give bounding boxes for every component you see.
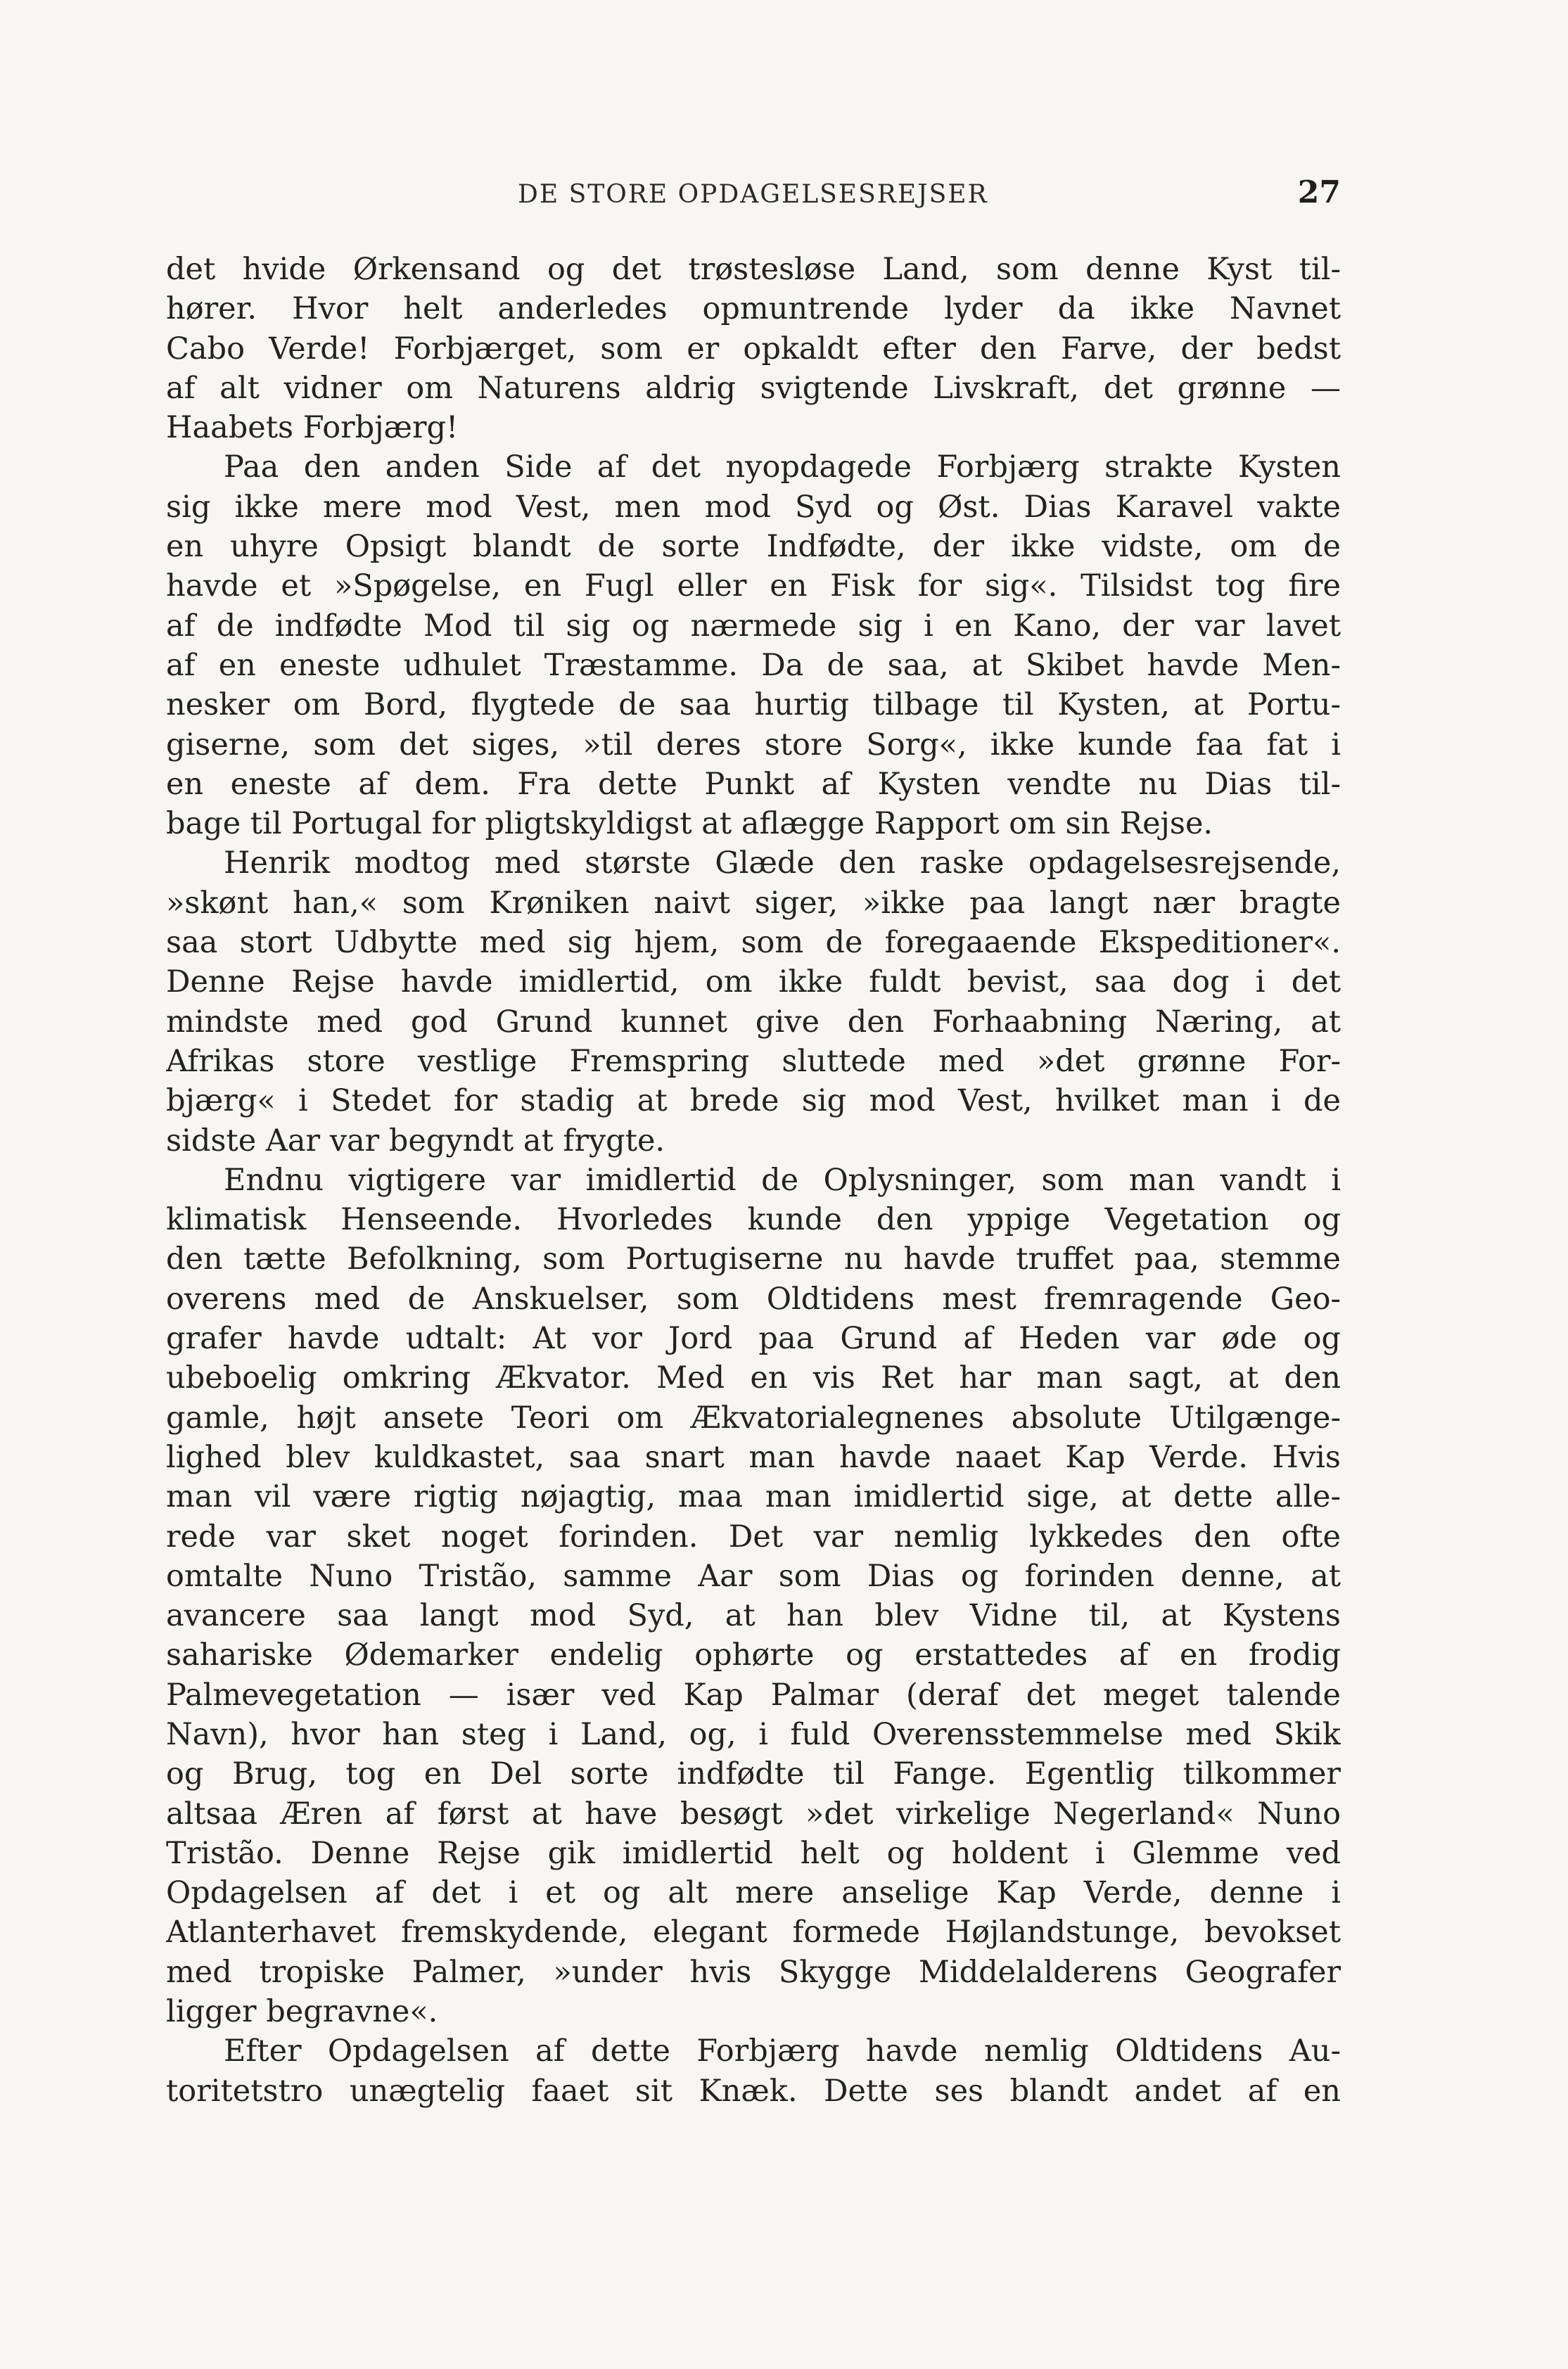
text-line: Denne Rejse havde imidlertid, om ikke fuldt bevist, saa dog i det bbox=[166, 964, 1341, 1000]
text-line: altsaa Æren af først at have besøgt »det virkelige Negerland« Nuno bbox=[166, 1796, 1341, 1832]
text-line: gamle, højt ansete Teori om Ækvatorialegnenes absolute Utilgænge- bbox=[166, 1400, 1341, 1436]
text-line: sahariske Ødemarker endelig ophørte og erstattedes af en frodig bbox=[166, 1637, 1341, 1673]
text-line: Endnu vigtigere var imidlertid de Oplysninger, som man vandt i bbox=[224, 1162, 1341, 1198]
text-line: Cabo Verde! Forbjærget, som er opkaldt efter den Farve, der bedst bbox=[166, 331, 1341, 366]
text-line: af de indfødte Mod til sig og nærmede sig i en Kano, der var lavet bbox=[166, 608, 1341, 644]
text-line: den tætte Befolkning, som Portugiserne nu havde truffet paa, stemme bbox=[166, 1241, 1341, 1277]
text-line: og Brug, tog en Del sorte indfødte til Fange. Egentlig tilkommer bbox=[166, 1756, 1341, 1792]
running-title: DE STORE OPDAGELSESREJSER bbox=[518, 180, 988, 209]
text-line: ubeboelig omkring Ækvator. Med en vis Ret har man sagt, at den bbox=[166, 1360, 1341, 1396]
page-number: 27 bbox=[1297, 174, 1341, 210]
text-line: klimatisk Henseende. Hvorledes kunde den yppige Vegetation og bbox=[166, 1202, 1341, 1238]
text-line: Efter Opdagelsen af dette Forbjærg havde nemlig Oldtidens Au- bbox=[224, 2033, 1341, 2069]
text-line: man vil være rigtig nøjagtig, maa man imidlertid sige, at dette alle- bbox=[166, 1479, 1341, 1515]
text-line: Paa den anden Side af det nyopdagede Forbjærg strakte Kysten bbox=[224, 449, 1341, 485]
text-line: »skønt han,« som Krøniken naivt siger, »ikke paa langt nær bragte bbox=[166, 885, 1341, 921]
body-text bbox=[166, 250, 1341, 2111]
text-line: Atlanterhavet fremskydende, elegant formede Højlandstunge, bevokset bbox=[166, 1915, 1341, 1950]
text-line: giserne, som det siges, »til deres store Sorg«, ikke kunde faa fat i bbox=[166, 727, 1341, 762]
text-line: saa stort Udbytte med sig hjem, som de foregaaende Ekspeditioner«. bbox=[166, 925, 1341, 961]
text-line: ligger begravne«. bbox=[166, 1994, 438, 2030]
text-line: avancere saa langt mod Syd, at han blev Vidne til, at Kystens bbox=[166, 1598, 1341, 1634]
text-line: havde et »Spøgelse, en Fugl eller en Fisk for sig«. Tilsidst tog fire bbox=[166, 568, 1341, 604]
text-line: med tropiske Palmer, »under hvis Skygge Middelalderens Geografer bbox=[166, 1954, 1341, 1990]
running-head bbox=[166, 174, 1341, 217]
text-line: af alt vidner om Naturens aldrig svigtende Livskraft, det grønne — bbox=[166, 370, 1341, 406]
text-line: Palmevegetation — især ved Kap Palmar (deraf det meget talende bbox=[166, 1677, 1341, 1713]
text-line: nesker om Bord, flygtede de saa hurtig tilbage til Kysten, at Portu- bbox=[166, 687, 1341, 723]
text-line: toritetstro unægtelig faaet sit Knæk. Dette ses blandt andet af en bbox=[166, 2073, 1341, 2109]
text-line: Afrikas store vestlige Fremspring sluttede med »det grønne For- bbox=[166, 1043, 1341, 1079]
text-line: det hvide Ørkensand og det trøstesløse Land, som denne Kyst til- bbox=[166, 252, 1341, 287]
text-line: hører. Hvor helt anderledes opmuntrende lyder da ikke Navnet bbox=[166, 291, 1341, 327]
text-line: bage til Portugal for pligtskyldigst at aflægge Rapport om sin Rejse. bbox=[166, 806, 1213, 842]
text-line: en uhyre Opsigt blandt de sorte Indfødte, der ikke vidste, om de bbox=[166, 529, 1341, 565]
text-line: en eneste af dem. Fra dette Punkt af Kysten vendte nu Dias til- bbox=[166, 766, 1341, 802]
text-line: overens med de Anskuelser, som Oldtidens mest fremragende Geo- bbox=[166, 1281, 1341, 1317]
text-line: grafer havde udtalt: At vor Jord paa Grund af Heden var øde og bbox=[166, 1321, 1341, 1357]
text-line: sig ikke mere mod Vest, men mod Syd og Øst. Dias Karavel vakte bbox=[166, 489, 1341, 525]
text-line: rede var sket noget forinden. Det var nemlig lykkedes den ofte bbox=[166, 1519, 1341, 1554]
text-line: mindste med god Grund kunnet give den Forhaabning Næring, at bbox=[166, 1004, 1341, 1040]
text-line: Henrik modtog med største Glæde den raske opdagelsesrejsende, bbox=[224, 845, 1341, 881]
text-line: af en eneste udhulet Træstamme. Da de saa, at Skibet havde Men- bbox=[166, 647, 1341, 683]
text-line: Tristão. Denne Rejse gik imidlertid helt og holdent i Glemme ved bbox=[166, 1835, 1341, 1871]
text-line: omtalte Nuno Tristão, samme Aar som Dias og forinden denne, at bbox=[166, 1558, 1341, 1594]
text-line: bjærg« i Stedet for stadig at brede sig mod Vest, hvilket man i de bbox=[166, 1083, 1341, 1119]
text-line: Opdagelsen af det i et og alt mere anselige Kap Verde, denne i bbox=[166, 1875, 1341, 1911]
text-line: lighed blev kuldkastet, saa snart man havde naaet Kap Verde. Hvis bbox=[166, 1439, 1341, 1475]
text-line: Haabets Forbjærg! bbox=[166, 410, 459, 446]
text-line: Navn), hvor han steg i Land, og, i fuld Overensstemmelse med Skik bbox=[166, 1716, 1341, 1752]
text-line: sidste Aar var begyndt at frygte. bbox=[166, 1123, 665, 1158]
